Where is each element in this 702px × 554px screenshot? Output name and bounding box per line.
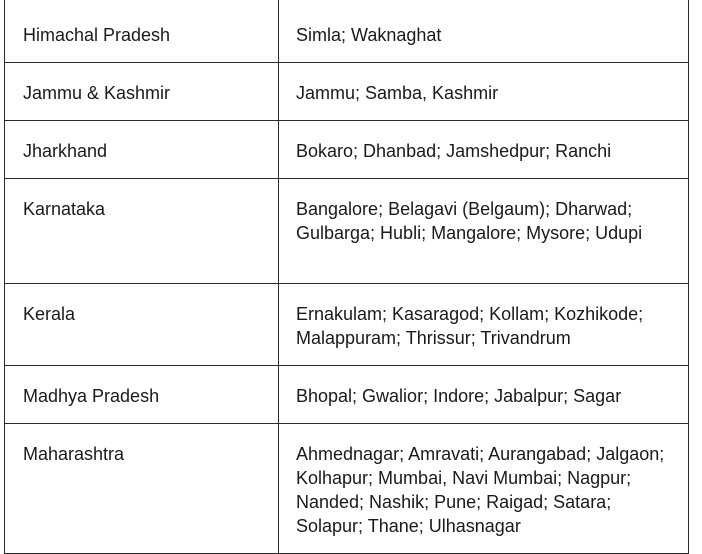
cities-cell — [279, 284, 689, 366]
state-city-table — [4, 0, 689, 554]
table-row — [5, 179, 689, 284]
cities-list: Ahmednagar; Amravati; Aurangabad; Jalgaon; Kolhapur; Mumbai, Navi Mumbai; Nagpur; Nanded; Nashik; Pune; Raigad; Satara; Solapur; Thane; Ulhasnagar — [296, 444, 665, 536]
cities-cell — [279, 0, 689, 63]
cities-cell — [279, 424, 689, 554]
cities-list: Bhopal; Gwalior; Indore; Jabalpur; Sagar — [296, 386, 622, 406]
state-cell — [5, 0, 279, 63]
state-name: Madhya Pradesh — [23, 386, 160, 406]
state-cell — [5, 366, 279, 424]
cities-cell — [279, 179, 689, 284]
state-name: Jharkhand — [23, 141, 108, 161]
cities-cell — [279, 366, 689, 424]
table-row — [5, 0, 689, 63]
state-name: Karnataka — [23, 199, 106, 219]
cities-list: Bangalore; Belagavi (Belgaum); Dharwad; Gulbarga; Hubli; Mangalore; Mysore; Udupi — [296, 199, 643, 243]
state-cell — [5, 179, 279, 284]
state-cell — [5, 424, 279, 554]
state-city-table-container — [4, 0, 688, 554]
state-name: Jammu & Kashmir — [23, 83, 171, 103]
table-row — [5, 121, 689, 179]
cities-list: Simla; Waknaghat — [296, 25, 442, 45]
state-cell — [5, 121, 279, 179]
table-row — [5, 424, 689, 554]
state-name: Kerala — [23, 304, 76, 324]
table-row — [5, 63, 689, 121]
table-row — [5, 284, 689, 366]
table-row — [5, 366, 689, 424]
cities-cell — [279, 121, 689, 179]
state-name: Himachal Pradesh — [23, 25, 171, 45]
state-name: Maharashtra — [23, 444, 125, 464]
cities-list: Bokaro; Dhanbad; Jamshedpur; Ranchi — [296, 141, 612, 161]
state-cell — [5, 284, 279, 366]
state-cell — [5, 63, 279, 121]
cities-list: Ernakulam; Kasaragod; Kollam; Kozhikode; Malappuram; Thrissur; Trivandrum — [296, 304, 644, 348]
cities-cell — [279, 63, 689, 121]
cities-list: Jammu; Samba, Kashmir — [296, 83, 499, 103]
